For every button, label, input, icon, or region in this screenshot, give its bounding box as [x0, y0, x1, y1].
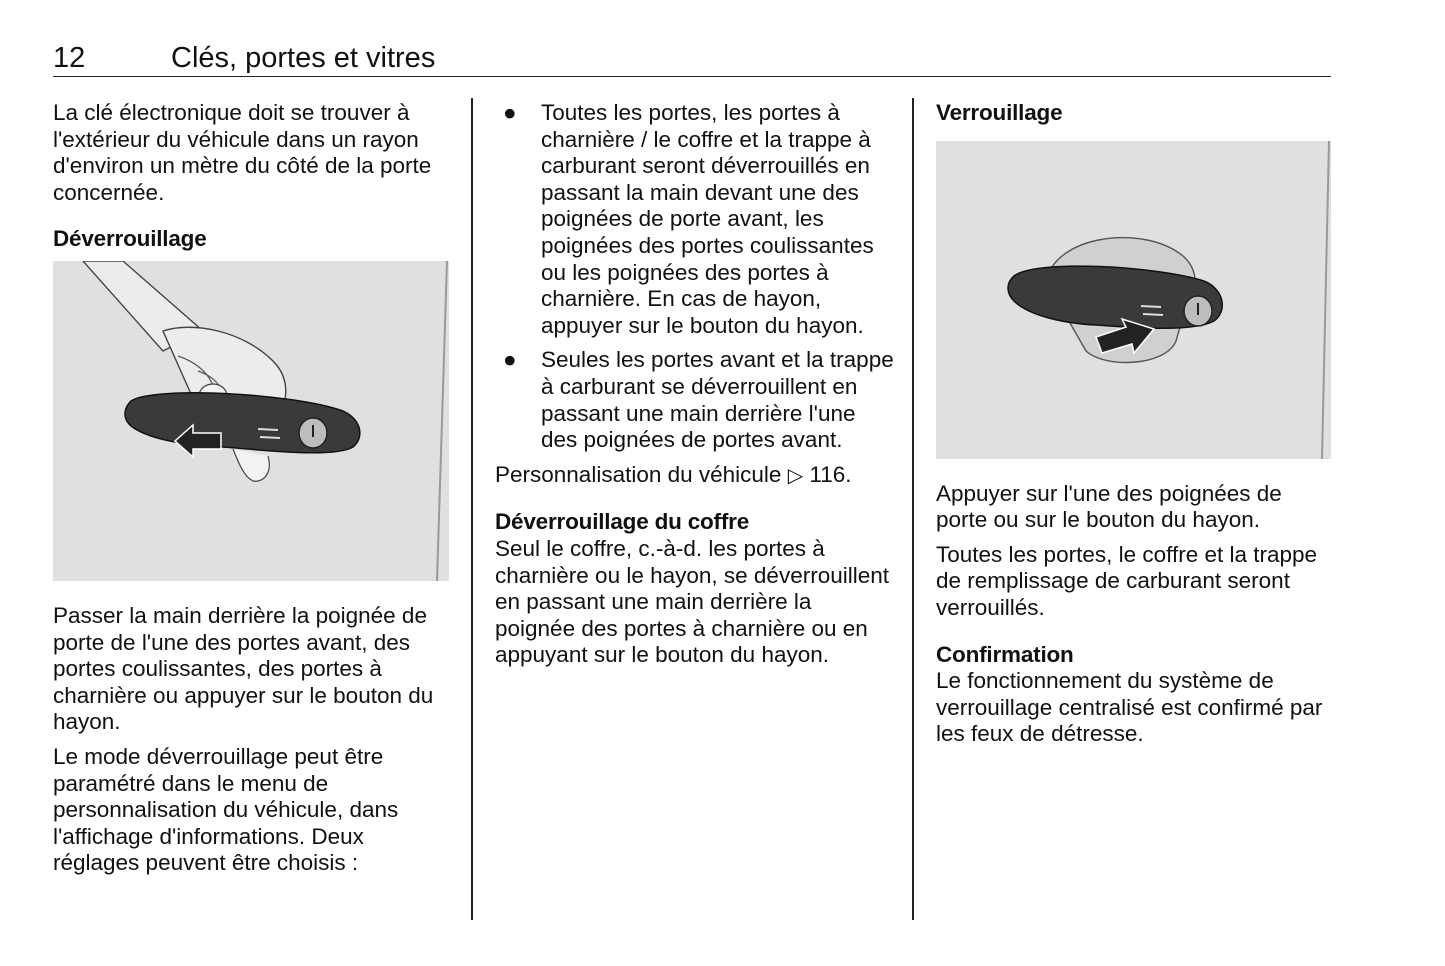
trunk-unlock-heading: Déverrouillage du coffre [495, 509, 750, 535]
column-middle [495, 100, 895, 677]
page-header [53, 40, 1331, 77]
page-reference-icon[interactable]: ▷ [787, 464, 804, 487]
lock-illustration [936, 141, 1331, 459]
trunk-unlock-text: Seul le coffre, c.-à-d. les portes à charnière ou le hayon, se déverrouillent en passant une main derrière la poignée des portes à charnière ou en appuyant sur le bouton du hayon. [495, 535, 889, 668]
confirmation-heading: Confirmation [936, 641, 1074, 667]
bullet-icon: ● [503, 347, 517, 373]
personalisation-text: Personnalisation du véhicule [495, 461, 782, 487]
intro-paragraph: La clé électronique doit se trouver à l'extérieur du véhicule dans un rayon d'environ un mètre du côté de la porte concernée. [53, 100, 432, 205]
unlock-options-list [495, 100, 895, 454]
unlock-illustration [53, 261, 449, 581]
unlock-heading: Déverrouillage [53, 226, 207, 252]
confirmation-text: Le fonctionnement du système de verrouillage centralisé est confirmé par les feux de détresse. [936, 668, 1323, 747]
list-item [495, 100, 895, 339]
lock-heading: Verrouillage [936, 100, 1063, 125]
unlock-instruction: Passer la main derrière la poignée de porte de l'une des portes avant, des portes coulissantes, des portes à charnière ou appuyer sur le bouton du hayon. [53, 602, 434, 735]
lock-instruction: Appuyer sur l'une des poignées de porte ou sur le bouton du hayon. [936, 480, 1282, 533]
column-divider [471, 98, 473, 920]
column-divider [912, 98, 914, 920]
door-handle-hand-image [53, 261, 449, 581]
lock-result: Toutes les portes, le coffre et la trappe de remplissage de carburant seront verrouillés. [936, 541, 1318, 620]
list-item [495, 347, 895, 453]
chapter-title: Clés, portes et vitres [171, 42, 436, 74]
page-reference-number[interactable]: 116. [809, 461, 852, 487]
page-number: 12 [53, 42, 86, 74]
list-item-text: Seules les portes avant et la trappe à carburant se déverrouillent en passant une main derrière l'une des poignées de portes avant. [541, 347, 894, 453]
unlock-mode-text: Le mode déverrouillage peut être paramétré dans le menu de personnalisation du véhicule, dans l'affichage d'informations. Deux réglages peuvent être choisis : [53, 743, 399, 876]
column-right [936, 100, 1331, 756]
personalisation-reference [495, 462, 895, 490]
list-item-text: Toutes les portes, les portes à charnière / le coffre et la trappe à carburant seront déverrouillés en passant la main devant une des poignées de porte avant, les poignées des portes coulissantes ou les poignées des portes à charnière. En cas de hayon, appuyer sur le bouton du hayon. [541, 100, 874, 338]
door-handle-press-image [936, 141, 1331, 459]
bullet-icon: ● [503, 100, 517, 125]
column-left [53, 100, 449, 885]
